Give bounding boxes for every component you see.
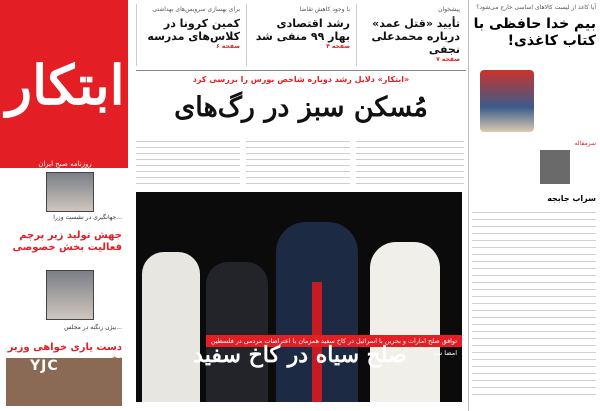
top-story-kicker: با وجود کاهش تقاضا [299, 6, 350, 13]
photo-caption: توافق صلح امارات و بحرین با اسرائیل در کاخ سفید همزمان با اعتراضات مردمی در فلسطین امضا شد [206, 335, 462, 347]
divider [136, 70, 466, 71]
top-story-2[interactable] [246, 4, 354, 66]
article-column-2 [246, 136, 350, 184]
page-ref: صفحه ۴ [326, 43, 350, 50]
watermark-logo: YJC [30, 358, 59, 374]
top-story-1[interactable] [356, 4, 464, 66]
page-ref: صفحه ۷ [436, 56, 460, 63]
top-story-kicker: برای بهسازی سرویس‌های بهداشتی [152, 6, 240, 13]
column-title: سراب جابجه [547, 194, 596, 203]
right-headline[interactable]: بیم خدا حافظی با کتاب کاغذی! [473, 16, 596, 49]
top-story-3[interactable] [136, 4, 244, 66]
main-headline[interactable]: مُسکن سبز در رگ‌های [174, 92, 428, 123]
main-kicker: «ابتکار» دلایل رشد دوباره شاخص بورس را بررسی کرد [192, 75, 410, 84]
editorial-body [472, 206, 596, 396]
portrait-caption-1: جهانگیری در نشست وزرا... [53, 214, 122, 221]
top-story-kicker: پیشخوان [438, 6, 460, 13]
figure-center-left [206, 262, 268, 402]
top-story-headline: تأیید «قتل عمد» درباره محمدعلی نجفی [371, 17, 460, 56]
photo-headline[interactable]: صلح سیاه در کاخ سفید [193, 342, 407, 368]
article-column-1 [356, 136, 464, 184]
main-photo[interactable] [136, 192, 462, 402]
books-image [480, 70, 534, 132]
top-story-headline: رشد اقتصادی بهار ۹۹ منفی شد [255, 17, 350, 43]
figure-right [370, 242, 440, 402]
figure-left [142, 252, 200, 402]
editorial-label: سرمقاله [574, 140, 596, 147]
portrait-caption-2: بیژن زنگنه در مجلس... [64, 324, 122, 331]
page-ref: صفحه ۶ [216, 43, 240, 50]
top-story-headline: کمین کرونا در کلاس‌های مدرسه [147, 17, 240, 43]
newspaper-logo: ابتکار [6, 53, 125, 117]
portrait-photo-1 [46, 172, 94, 212]
author-photo [540, 150, 570, 184]
left-headline-1: جهش تولید زیر پرچم فعالیت بخش خصوصی [12, 230, 122, 253]
portrait-photo-2 [46, 270, 94, 320]
left-headline-2: دست یاری خواهی وزیر [7, 342, 122, 353]
right-kicker: آیا کاغذ از لیست کالاهای اساسی خارج می‌شود؟ [476, 4, 596, 11]
masthead-subtitle: روزنامه صبح ایران [38, 160, 92, 168]
article-column-3 [136, 136, 240, 184]
